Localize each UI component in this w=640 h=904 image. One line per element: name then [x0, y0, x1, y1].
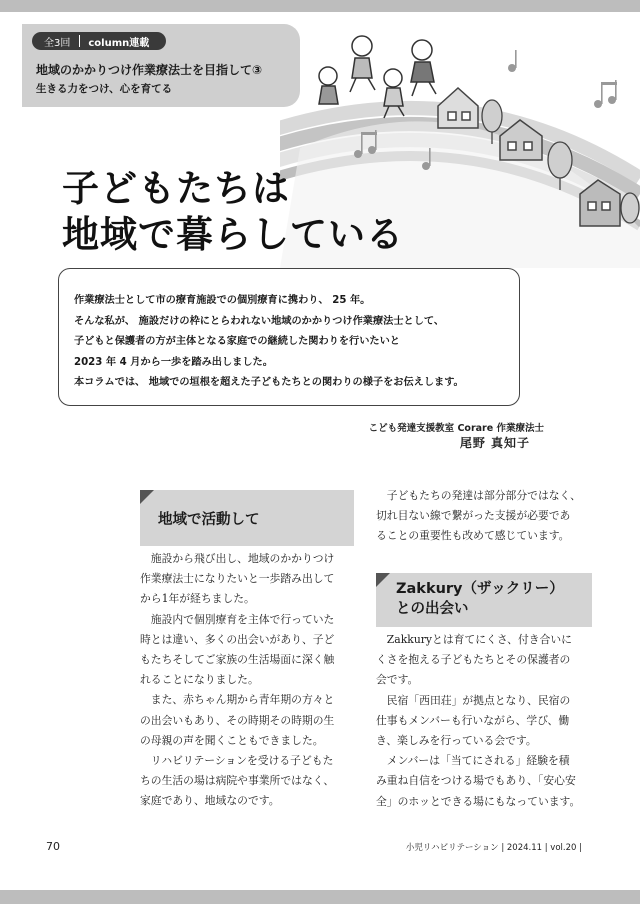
- body-line: 民宿「西田荘」が拠点となり、民宿の: [376, 693, 571, 707]
- body-line: 仕事もメンバーも行いながら、学び、働: [376, 713, 570, 727]
- body-line: 子どもたちの発達は部分部分ではなく、: [376, 489, 581, 502]
- bottom-bar: [0, 890, 640, 904]
- page-number: 70: [46, 840, 60, 853]
- body-line: リハビリテーションを受ける子どもた: [140, 754, 334, 768]
- body-line: Zakkuryとは育てにくさ、付き合いに: [376, 633, 572, 646]
- section2-heading: [396, 579, 564, 619]
- author-organization: こども発達支援教室 Corare 作業療法士: [368, 423, 544, 434]
- body-line: 作業療法士になりたいと一歩踏み出して: [140, 572, 335, 586]
- body-line: くさを抱える子どもたちとその保護者の: [376, 653, 571, 667]
- section2-heading-box: [376, 573, 592, 627]
- body-line: 会です。: [376, 673, 419, 687]
- intro-box: [58, 268, 520, 406]
- section2-heading-line1: Zakkury（ザックリー）: [396, 581, 564, 597]
- article-title-line1: 子どもたちは: [62, 167, 290, 210]
- series-label: column連載: [88, 37, 150, 49]
- body-line: 施設内で個別療育を主体で行っていた: [140, 612, 335, 626]
- heading-corner: [140, 490, 154, 504]
- body-line: また、赤ちゃん期から青年期の方々と: [140, 693, 335, 707]
- section2-heading-line2: との出会い: [396, 601, 469, 617]
- body-line: ちの生活の場は病院や事業所ではなく、: [140, 774, 335, 788]
- section1-heading-box: [140, 490, 354, 546]
- heading-corner: [376, 573, 390, 587]
- body-line: ることの重要性も改めて感じています。: [376, 529, 570, 543]
- body-line: み重ね自信をつける場でもあり、「安心安: [376, 774, 576, 788]
- section2-body: [376, 630, 580, 812]
- journal-info: 小児リハビリテーション | 2024.11 | vol.20 |: [405, 843, 582, 853]
- body-line: 家庭であり、地域なのです。: [140, 794, 280, 808]
- body-line: 切れ目ない線で繋がった支援が必要であ: [376, 509, 571, 523]
- series-subtitle: 生きる力をつけ、心を育てる: [36, 83, 173, 95]
- body-line: から1年が経ちました。: [140, 592, 255, 606]
- body-line: 全」のホッとできる場にもなっています。: [376, 794, 581, 808]
- body-line: の出会いもあり、その時期その時期の生: [140, 713, 335, 727]
- body-line: の母親の声を聞くこともできました。: [140, 733, 324, 747]
- intro-line: 子どもと保護者の方が主体となる家庭での継続した関わりを行いたいと: [74, 336, 400, 347]
- intro-line: そんな私が、 施設だけの枠にとらわれない地域のかかりつけ作業療法士として、: [74, 315, 445, 327]
- series-title: 地域のかかりつけ作業療法士を目指して③: [36, 63, 263, 77]
- top-bar: [0, 0, 640, 12]
- body-line: 時とは違い、多くの出会いがあり、子ど: [140, 632, 335, 646]
- intro-line: 本コラムでは、 地域での垣根を超えた子どもたちとの関わりの様子をお伝えします。: [74, 377, 464, 388]
- body-line: き、楽しみを行っている会です。: [376, 734, 537, 748]
- body-line: メンバーは「当てにされる」経験を積: [376, 754, 570, 768]
- intro-line: 2023 年 4 月から一歩を踏み出しました。: [74, 356, 273, 368]
- intro-line: 作業療法士として市の療育施設での個別療育に携わり、 25 年。: [74, 295, 371, 306]
- article-title-line2: 地域で暮らしている: [62, 213, 404, 256]
- section1-body: [140, 549, 334, 812]
- body-line: もたちそしてご家族の生活場面に深く触: [140, 653, 335, 667]
- series-badge: [32, 32, 166, 50]
- body-line: れることになりました。: [140, 673, 259, 687]
- body-line: 施設から飛び出し、地域のかかりつけ: [140, 552, 335, 565]
- article-title: [62, 166, 404, 258]
- author-name: 尾野 真知子: [459, 436, 530, 450]
- section1-continuation: [376, 486, 581, 547]
- section1-heading: 地域で活動して: [158, 512, 260, 528]
- series-count: 全3回: [44, 37, 71, 49]
